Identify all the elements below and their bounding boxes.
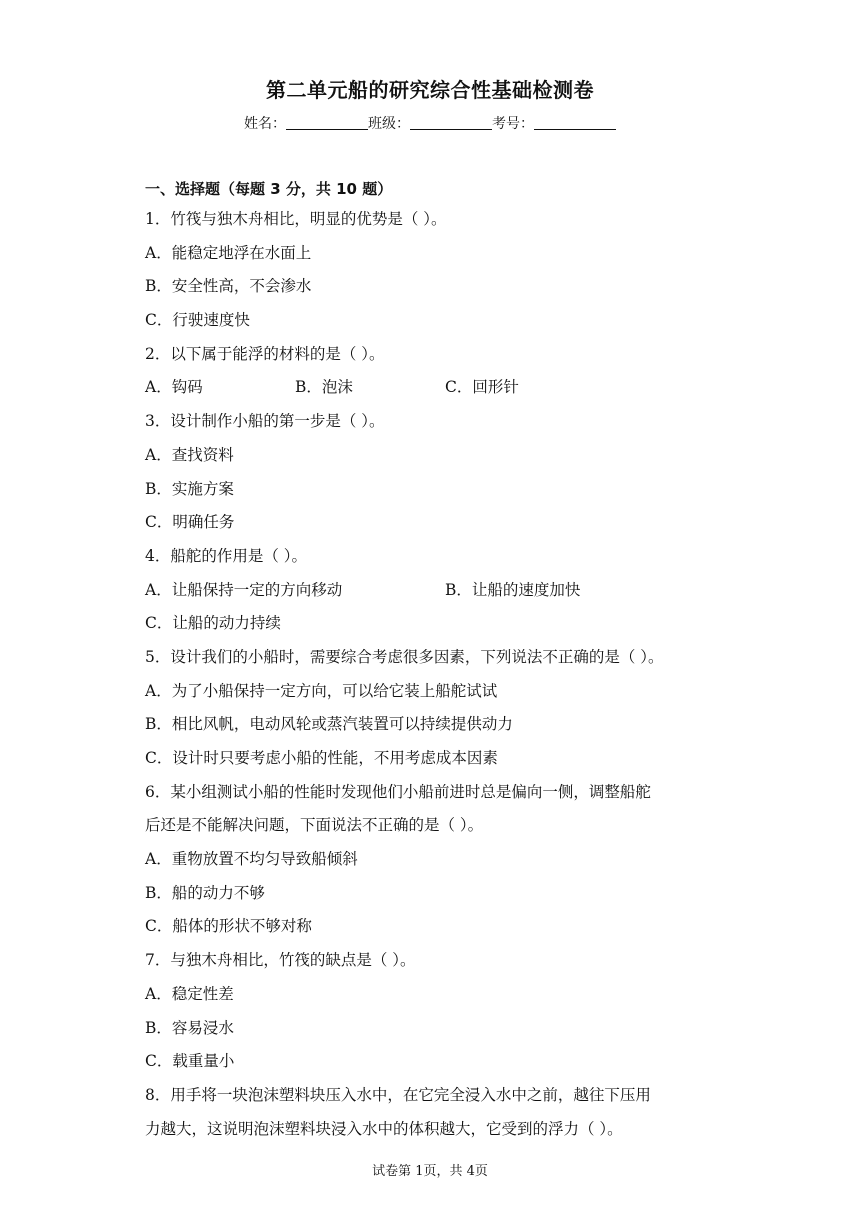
option: A．能稳定地浮在水面上 — [145, 243, 312, 262]
option: B．实施方案 — [145, 479, 234, 498]
class-blank[interactable] — [410, 115, 492, 130]
question-stem: 3．设计制作小船的第一步是（ ）。 — [145, 412, 385, 431]
student-info-line — [0, 113, 860, 133]
question-stem: 4．船舵的作用是（ ）。 — [145, 546, 308, 565]
option: B．船的动力不够 — [145, 883, 265, 902]
question-stem-line: 后还是不能解决问题，下面说法不正确的是（ ）。 — [145, 816, 484, 835]
question-stem-line: 力越大，这说明泡沫塑料块浸入水中的体积越大，它受到的浮力（ ）。 — [145, 1119, 623, 1138]
option: A．钩码 — [145, 378, 203, 397]
option: C．设计时只要考虑小船的性能，不用考虑成本因素 — [145, 749, 498, 767]
option: C．明确任务 — [145, 513, 235, 532]
option: A．稳定性差 — [145, 984, 234, 1003]
option: C．载重量小 — [145, 1052, 235, 1071]
exam-no-label: 考号： — [492, 116, 534, 132]
option: C．船体的形状不够对称 — [145, 917, 312, 936]
question-list — [145, 205, 725, 1148]
option: B．容易浸水 — [145, 1018, 234, 1037]
option: A．重物放置不均匀导致船倾斜 — [145, 850, 358, 869]
question-stem: 1．竹筏与独木舟相比，明显的优势是（ ）。 — [145, 210, 447, 228]
section-heading: 一、选择题（每题 3 分，共 10 题） — [145, 180, 393, 198]
class-label: 班级： — [368, 116, 410, 132]
name-label: 姓名： — [244, 116, 286, 132]
option: B．泡沫 — [295, 378, 353, 397]
question-stem: 5．设计我们的小船时，需要综合考虑很多因素，下列说法不正确的是（ ）。 — [145, 647, 664, 666]
option: C．回形针 — [445, 378, 519, 397]
option: C．行驶速度快 — [145, 311, 250, 330]
option: B．让船的速度加快 — [445, 580, 581, 599]
option: A．为了小船保持一定方向，可以给它装上船舵试试 — [145, 681, 498, 700]
option: B．安全性高，不会渗水 — [145, 277, 312, 296]
question-stem: 7．与独木舟相比，竹筏的缺点是（ ）。 — [145, 951, 416, 970]
exam-no-blank[interactable] — [534, 115, 616, 130]
option: A．让船保持一定的方向移动 — [145, 580, 343, 599]
question-stem: 2．以下属于能浮的材料的是（ ）。 — [145, 344, 385, 363]
question-stem-line: 8．用手将一块泡沫塑料块压入水中，在它完全浸入水中之前，越往下压用 — [145, 1085, 651, 1104]
page-title: 第二单元船的研究综合性基础检测卷 — [266, 78, 594, 102]
option-row — [145, 373, 725, 407]
question-stem-line: 6．某小组测试小船的性能时发现他们小船前进时总是偏向一侧，调整船舵 — [145, 782, 651, 801]
name-blank[interactable] — [286, 115, 368, 130]
option: A．查找资料 — [145, 445, 234, 464]
option: B．相比风帆，电动风轮或蒸汽装置可以持续提供动力 — [145, 715, 513, 734]
option: C．让船的动力持续 — [145, 614, 281, 633]
page-footer: 试卷第 1页，共 4页 — [372, 1164, 488, 1179]
option-row — [145, 576, 725, 610]
